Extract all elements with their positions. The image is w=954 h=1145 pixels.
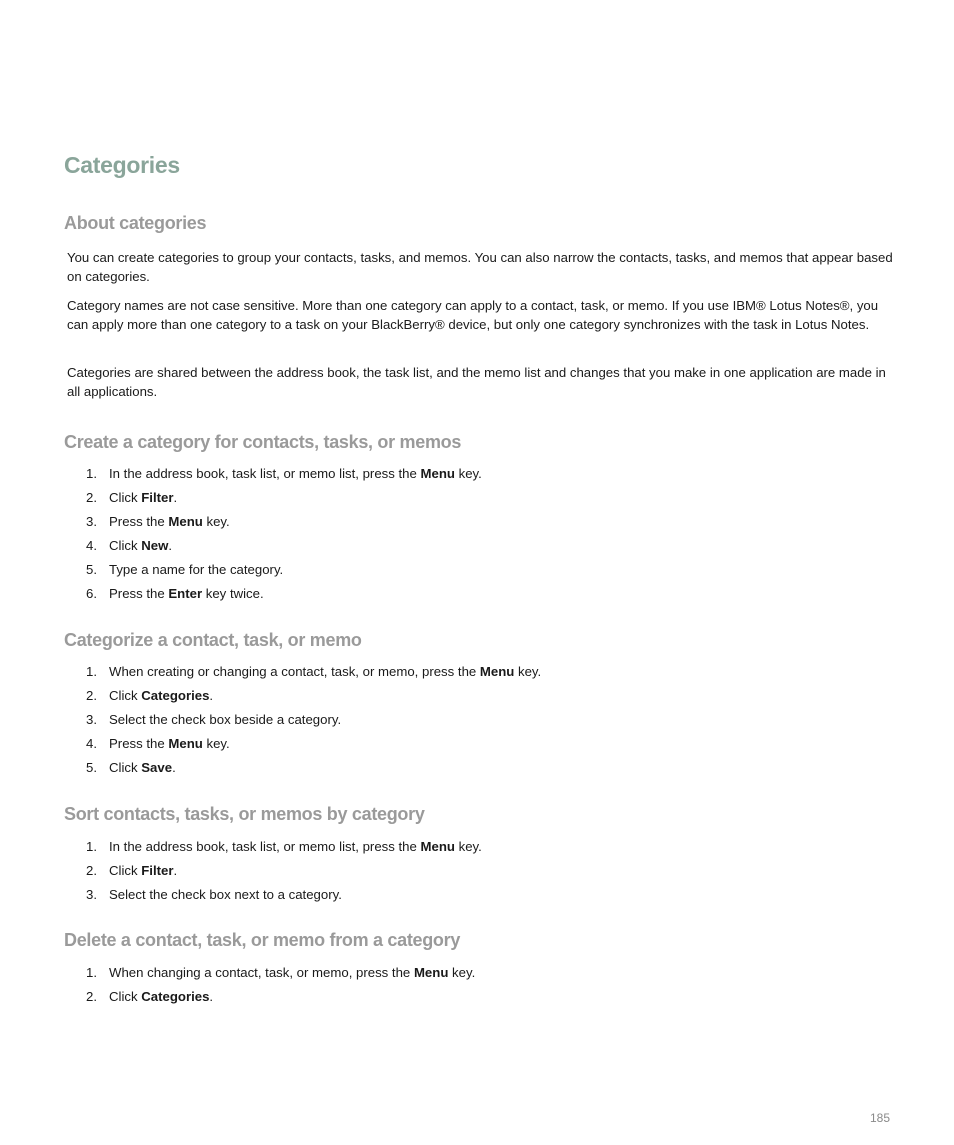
categorize-steps: [86, 660, 541, 780]
step-text: Press the: [109, 736, 169, 751]
step-number: 2.: [86, 490, 97, 505]
step-text: Click: [109, 989, 142, 1004]
page-number: 185: [869, 1111, 890, 1125]
step-item: [86, 486, 482, 510]
step-number: 4.: [86, 736, 97, 751]
step-text-end: key.: [514, 664, 542, 679]
step-key-term: Menu: [420, 839, 455, 854]
step-key-term: Categories: [141, 688, 210, 703]
step-key-term: Menu: [168, 514, 203, 529]
step-item: [86, 883, 482, 907]
step-item: [86, 961, 475, 985]
step-key-term: Menu: [479, 664, 515, 679]
step-text-end: key.: [448, 965, 476, 980]
delete-from-category-steps: [86, 961, 475, 1009]
step-text: Press the: [109, 586, 169, 601]
create-category-heading: Create a category for contacts, tasks, or memos: [64, 432, 462, 452]
step-text-end: .: [173, 863, 178, 878]
step-number: 3.: [86, 887, 97, 902]
step-text-end: .: [173, 490, 178, 505]
step-text: In the address book, task list, or memo list, press the: [109, 466, 421, 481]
step-text-end: key.: [202, 514, 230, 529]
step-item: [86, 462, 482, 486]
step-text: When changing a contact, task, or memo, press the: [109, 965, 414, 980]
step-key-term: Filter: [141, 490, 174, 505]
step-text: Select the check box beside a category.: [109, 712, 342, 727]
step-item: [86, 985, 475, 1009]
step-text: When creating or changing a contact, task, or memo, press the: [109, 664, 480, 679]
about-paragraph-2: Category names are not case sensitive. More than one category can apply to a contact, task, or memo. If you use IBM® Lotus Notes®, you can apply more than one category to a task on your BlackBerry® device, but only one category synchronizes with the task in Lotus Notes.: [67, 298, 879, 332]
sort-by-category-steps: [86, 835, 482, 907]
step-number: 5.: [86, 562, 97, 577]
step-number: 3.: [86, 514, 97, 529]
step-text-end: key twice.: [202, 586, 264, 601]
step-text: Click: [109, 538, 142, 553]
step-number: 1.: [86, 839, 97, 854]
step-text: Click: [109, 863, 142, 878]
step-item: [86, 732, 541, 756]
step-text-end: .: [168, 538, 173, 553]
step-text-end: key.: [454, 466, 482, 481]
step-item: [86, 708, 541, 732]
step-text: Select the check box next to a category.: [109, 887, 342, 902]
about-categories-heading: About categories: [64, 213, 207, 233]
step-text-end: key.: [454, 839, 482, 854]
create-category-steps: [86, 462, 482, 606]
step-item: [86, 859, 482, 883]
step-text: In the address book, task list, or memo list, press the: [109, 839, 421, 854]
step-key-term: Menu: [413, 965, 449, 980]
step-text-end: .: [172, 760, 176, 775]
step-key-term: Enter: [168, 586, 203, 601]
step-text: Type a name for the category.: [109, 562, 284, 577]
step-item: [86, 510, 482, 534]
page-title: Categories: [64, 152, 180, 178]
step-number: 1.: [86, 664, 97, 679]
step-number: 1.: [86, 466, 97, 481]
step-item: [86, 558, 482, 582]
step-number: 1.: [86, 965, 97, 980]
step-key-term: Menu: [168, 736, 203, 751]
step-number: 5.: [86, 760, 97, 775]
step-number: 3.: [86, 712, 97, 727]
step-text: Click: [109, 760, 142, 775]
step-item: [86, 684, 541, 708]
step-item: [86, 835, 482, 859]
delete-from-category-heading: Delete a contact, task, or memo from a category: [64, 930, 461, 950]
step-item: [86, 660, 541, 684]
step-key-term: Menu: [420, 466, 455, 481]
step-key-term: New: [141, 538, 169, 553]
step-text: Click: [109, 490, 142, 505]
step-item: [86, 582, 482, 606]
step-key-term: Categories: [141, 989, 210, 1004]
step-item: [86, 756, 541, 780]
step-text-end: .: [209, 989, 214, 1004]
step-text-end: .: [209, 688, 214, 703]
step-key-term: Filter: [141, 863, 174, 878]
about-paragraph-3: Categories are shared between the address book, the task list, and the memo list and changes that you make in one application are made in all applications.: [67, 365, 886, 399]
step-text-end: key.: [202, 736, 230, 751]
step-item: [86, 534, 482, 558]
about-paragraph-1: You can create categories to group your contacts, tasks, and memos. You can also narrow the contacts, tasks, and memos that appear based on categories.: [67, 250, 893, 284]
step-number: 2.: [86, 989, 97, 1004]
step-number: 2.: [86, 863, 97, 878]
step-number: 2.: [86, 688, 97, 703]
step-text: Click: [109, 688, 142, 703]
step-key-term: Save: [141, 760, 173, 775]
step-number: 4.: [86, 538, 97, 553]
sort-by-category-heading: Sort contacts, tasks, or memos by category: [64, 804, 425, 824]
step-text: Press the: [109, 514, 169, 529]
step-number: 6.: [86, 586, 97, 601]
categorize-heading: Categorize a contact, task, or memo: [64, 630, 362, 650]
